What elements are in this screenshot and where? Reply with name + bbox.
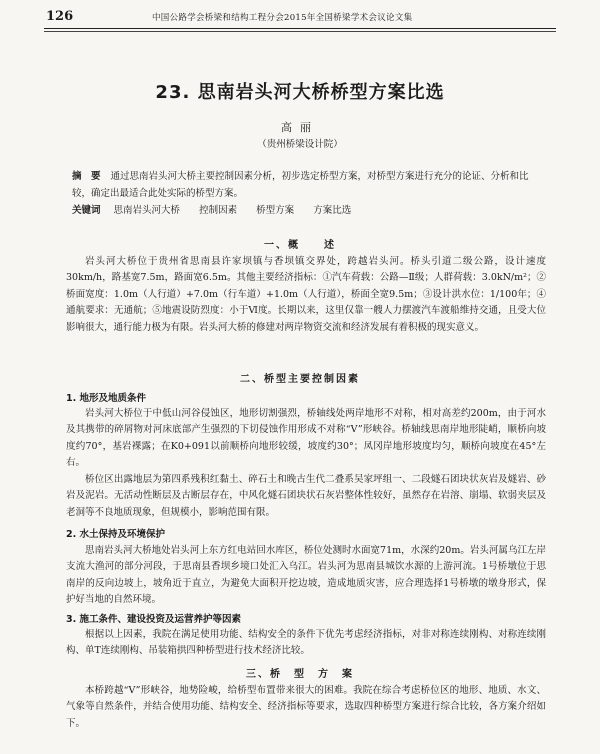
running-header [0, 0, 600, 32]
section-heading-control-factors: 二、桥型主要控制因素 [240, 374, 360, 385]
header-rule [44, 28, 556, 32]
body-paragraph: 本桥跨越“V”形峡谷，地势险峻，给桥型布置带来很大的困难。我院在综合考虑桥位区的地形、地质、水文、气象等自然条件，并结合使用功能、结构安全、经济指标等要求，选取四种桥型方案进行综合比较，各方案介绍如下。 [66, 685, 546, 729]
section-heading-bridge-schemes: 三、桥 型 方 案 [246, 669, 354, 680]
section-heading-overview: 一、概 述 [264, 240, 336, 251]
abstract-text: 通过思南岩头河大桥主要控制因素分析，初步选定桥型方案，对桥型方案进行充分的论证、分析和比较，确定出最适合此处实际的桥型方案。 [72, 171, 529, 199]
keyword: 方案比选 [313, 205, 352, 216]
body-paragraph: 岩头河大桥位于中低山河谷侵蚀区，地形切割强烈，桥轴线处两岸地形不对称，相对高差约200m，由于河水及其携带的碎屑物对河床底部产生强烈的下切侵蚀作用形成不对称“V”形峡谷。桥轴线思南岸地形陡峭，顺桥向坡度约70°，基岩裸露；在K0+091以前顺桥向地形较缓，坡度约30°；凤冈岸地形坡度均匀，顺桥向坡度在45°左右。 [66, 408, 546, 469]
abstract-label: 摘 要 [72, 171, 101, 182]
body-paragraph: 岩头河大桥位于贵州省思南县许家坝镇与香坝镇交界处，跨越岩头河。桥头引道二级公路，设计速度30km/h，路基宽7.5m，路面宽6.5m。其他主要经济指标：①汽车荷载：公路—Ⅱ级；人群荷载：3.0kN/m²；②桥面宽度：1.0m（人行道）+7.0m（行车道）+1.0m（人行道），桥面全宽9.5m；③设计洪水位：1/100年；④通航要求：无通航；⑤地震设防烈度：小于Ⅵ度。长期以来，这里仅靠一艘人力摆渡汽车渡船维持交通，且受大位影响很大，通行能力极为有限。岩头河大桥的修建对两岸物资交流和经济发展有着积极的现实意义。 [66, 256, 546, 333]
subsection-heading-construction: 3. 施工条件、建设投资及运营养护等因素 [66, 614, 242, 625]
keywords-label: 关键词 [72, 205, 101, 216]
keyword: 桥型方案 [256, 205, 295, 216]
subsection-heading-environment: 2. 水土保持及环境保护 [66, 529, 166, 540]
keywords [72, 202, 542, 219]
body-paragraph: 桥位区出露地层为第四系残积红黏土、碎石土和晚古生代二叠系吴家坪组一、二段燧石团块状灰岩及燧岩、砂岩及泥岩。无活动性断层及古断层存在，中风化燧石团块状石灰岩整体性较好，虽然存在岩溶、崩塌、软弱夹层及老洞等不良地质现象，但规模小，影响范围有限。 [66, 474, 546, 518]
author-name: 高丽 [281, 121, 319, 134]
author-affiliation: （贵州桥梁设计院） [257, 139, 343, 150]
abstract [72, 168, 542, 202]
keyword: 思南岩头河大桥 [113, 205, 181, 216]
keyword: 控制因素 [199, 205, 238, 216]
article-title: 23. 思南岩头河大桥桥型方案比选 [155, 82, 445, 103]
subsection-heading-terrain: 1. 地形及地质条件 [66, 393, 147, 404]
body-paragraph: 根据以上因素，我院在满足使用功能、结构安全的条件下优先考虑经济指标，对非对称连续刚构、对称连续刚构、单T连续刚构、吊装箱拱四种桥型进行技术经济比较。 [66, 629, 546, 657]
proceedings-title: 中国公路学会桥梁和结构工程分会2015年全国桥梁学术会议论文集 [152, 13, 413, 23]
body-paragraph: 思南岩头河大桥地处岩头河上东方红电站回水库区，桥位处测时水面宽71m，水深约20m。岩头河属乌江左岸支流大渔河的部分河段，于思南县香坝乡境口处汇入乌江。岩头河为思南县城饮水源的上游河流。1号桥墩位于思南岸的反向边坡上，坡角近于直立，为避免大面积开挖边坡，造成地质灾害，应合理选择1号桥墩的墩身形式，保护好当地的自然环境。 [66, 545, 546, 606]
page-number: 126 [46, 9, 74, 24]
